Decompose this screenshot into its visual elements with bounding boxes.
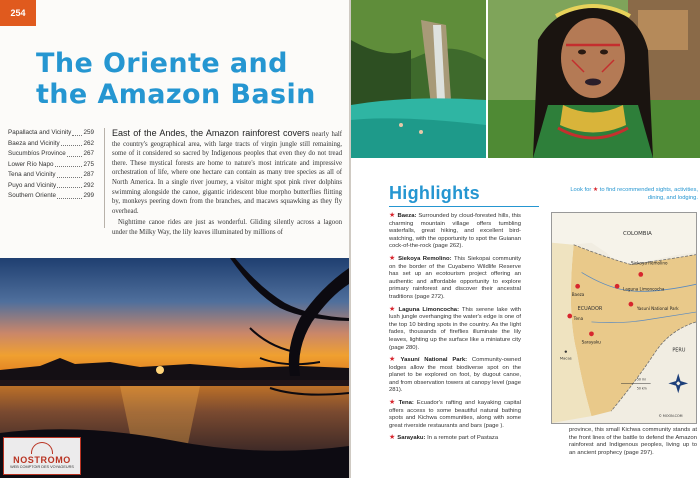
toc-entry-page: 287 <box>83 171 94 178</box>
map-marker-baeza <box>575 284 580 289</box>
map-scale-mi: 50 mi <box>636 377 646 382</box>
highlight-name: Tena: <box>398 400 414 407</box>
toc-entry-page: 292 <box>83 181 94 189</box>
highlight-text: Community-owned lodges allow the most biodiverse spot on the planet to be explored on foot, by dugout canoe, and from observation towers at canopy level (page 281). <box>389 357 522 394</box>
toc-entry-name: Sucumbíos Province <box>8 150 66 157</box>
toc-entry[interactable] <box>8 181 94 192</box>
star-icon: ★ <box>592 187 599 193</box>
toc-entry-name: Puyo and Vicinity <box>8 181 57 189</box>
star-icon: ★ <box>389 399 397 407</box>
map-label-tena: Tena <box>573 315 584 321</box>
highlights-list <box>389 212 521 447</box>
chapter-contents <box>8 128 94 202</box>
toc-leader <box>72 128 82 136</box>
toc-leader <box>55 160 83 168</box>
map-marker-siekoya <box>638 272 643 277</box>
left-page <box>0 0 349 478</box>
toc-entry-name: Tena and Vicinity <box>8 171 56 178</box>
highlight-item <box>389 306 521 353</box>
waterfall-lagoon-photo <box>351 0 486 158</box>
map-scale-km: 50 km <box>636 386 647 391</box>
toc-entry-page: 275 <box>83 160 94 168</box>
highlight-item <box>389 399 521 430</box>
oriente-map <box>551 212 697 424</box>
highlight-name: Siekoya Remolino: <box>398 255 452 262</box>
highlight-text: In a remote part of Pastaza <box>427 435 499 442</box>
right-page <box>351 0 700 478</box>
toc-leader <box>57 191 83 199</box>
star-icon: ★ <box>389 212 396 219</box>
star-icon: ★ <box>389 305 397 313</box>
highlight-item <box>389 212 521 251</box>
map-label-siekoya: Siekoya Remolino <box>630 260 668 266</box>
globe-icon <box>31 442 53 454</box>
map-label-yasuni: Yasuní National Park <box>636 306 679 312</box>
toc-leader <box>61 139 83 147</box>
toc-entry-page: 262 <box>83 139 94 147</box>
toc-entry[interactable] <box>8 191 94 202</box>
map-label-peru: PERU <box>672 347 686 354</box>
intro-lead: East of the Andes, the Amazon rainforest covers <box>112 128 310 138</box>
toc-entry-name: Papallacta and Vicinity <box>8 129 72 136</box>
highlights-title: Highlights <box>389 183 480 203</box>
toc-entry-name: Baeza and Vicinity <box>8 139 60 147</box>
star-icon: ★ <box>389 434 396 442</box>
highlight-text: Surrounded by cloud-forested hills, this charming mountain village offers tumbling waterfalls, great hiking, and excellent bird-watching, with the opportunity to spot the Guianan cock-of-the-rock (page 262). <box>389 213 521 250</box>
toc-entry-page: 259 <box>83 129 94 136</box>
chapter-title: The Oriente and the Amazon Basin <box>36 48 316 110</box>
highlight-name: Yasuní National Park: <box>400 357 468 364</box>
map-label-laguna: Laguna Limoncocha <box>623 286 665 292</box>
intro-text <box>112 128 342 238</box>
highlight-text: This Siekopai community on the border of the Cuyabeno Wildlife Reserve has set up an ecotourism project offering an authentic and affordable opportunity to explore primary rainforest and discover their ancestral traditions (page 272). <box>389 255 522 300</box>
highlight-item <box>389 356 521 395</box>
note-prefix: Look for <box>570 187 592 193</box>
kichwa-woman-portrait-photo <box>488 0 700 158</box>
map-credit: © MOON.COM <box>658 414 683 419</box>
map-marker-sarayaku <box>589 331 594 336</box>
toc-entry-page: 299 <box>83 192 94 199</box>
highlights-underline <box>389 206 539 207</box>
map-marker-tena <box>567 314 572 319</box>
map-label-ecuador: ECUADOR <box>577 306 603 313</box>
intro-paragraph-2: Nighttime canoe rides are just as wonderful. Gliding silently across a lagoon under the Milky Way, the lily leaves illuminated by millions of <box>112 219 342 236</box>
highlight-text: This serene lake with lush jungle overhanging the water's edge is one of the top 10 birding spots in the country. As the light fades, thousands of fireflies illuminate the lily leaves, lighting up the surface like a miniature city (page 280). <box>389 306 521 351</box>
toc-entry[interactable] <box>8 128 94 139</box>
toc-entry-name: Lower Río Napo <box>8 160 54 168</box>
nostromo-logo <box>3 437 81 475</box>
map-label-colombia: COLOMBIA <box>623 230 652 237</box>
highlight-item <box>389 255 521 302</box>
star-icon: ★ <box>389 254 397 262</box>
toc-leader <box>57 170 83 178</box>
highlight-text: Ecuador's rafting and kayaking capital offers access to some beautiful natural bathing spots and Kichwa communities, along with some great riverside restaurants and bars (page ). <box>389 400 521 429</box>
page-number: 254 <box>0 0 36 26</box>
map-label-baeza: Baeza <box>571 292 585 298</box>
highlight-item <box>389 434 521 443</box>
toc-leader <box>67 149 83 157</box>
map-label-sarayaku: Sarayaku <box>581 339 601 345</box>
intro-paragraph-1: nearly half the country's geographical area, with large tracts of virgin jungle still remaining, some of it considered so sacred by Indigenous peoples that even they do not tread there. These mystical forests are home to nature's most intricate and impressive orchestration of life, where one hectare can contain as many tree species as all of North America. In a single river journey, a visitor might spot pink river dolphins swimming alongside the canoe, gigantic iridescent blue morpho butterflies flitting by, monkeys peering down from the branches, and macaws squawking as they fly overhead. <box>112 131 343 215</box>
toc-entry[interactable] <box>8 139 94 150</box>
toc-entry[interactable] <box>8 170 94 181</box>
map-marker-yasuni <box>629 302 634 307</box>
toc-entry[interactable] <box>8 160 94 171</box>
map-marker-laguna <box>615 284 620 289</box>
map-dot-macas <box>565 350 567 352</box>
star-icon: ★ <box>389 356 399 364</box>
logo-brand: NOSTROMO <box>13 455 71 465</box>
toc-entry-name: Southern Oriente <box>8 192 56 199</box>
logo-tagline: WEB COMPTOIR DES VOYAGEURS <box>10 465 74 469</box>
toc-entry-page: 267 <box>83 150 94 157</box>
map-label-macas: Macas <box>559 356 572 361</box>
highlights-continuation: province, this small Kichwa community stands at the front lines of the battle to defend the Amazon rainforest and Indigenous peoples, living up to an ancient prophecy (page 297). <box>569 427 697 456</box>
highlight-name: Laguna Limoncocha: <box>398 306 460 313</box>
column-divider <box>104 128 105 228</box>
highlight-name: Baeza: <box>397 213 417 219</box>
note-suffix: to find recommended sights, activities, dining, and lodging. <box>599 187 698 201</box>
highlights-note <box>566 187 698 202</box>
highlight-name: Sarayaku: <box>397 435 426 442</box>
toc-leader <box>57 181 82 189</box>
toc-entry[interactable] <box>8 149 94 160</box>
